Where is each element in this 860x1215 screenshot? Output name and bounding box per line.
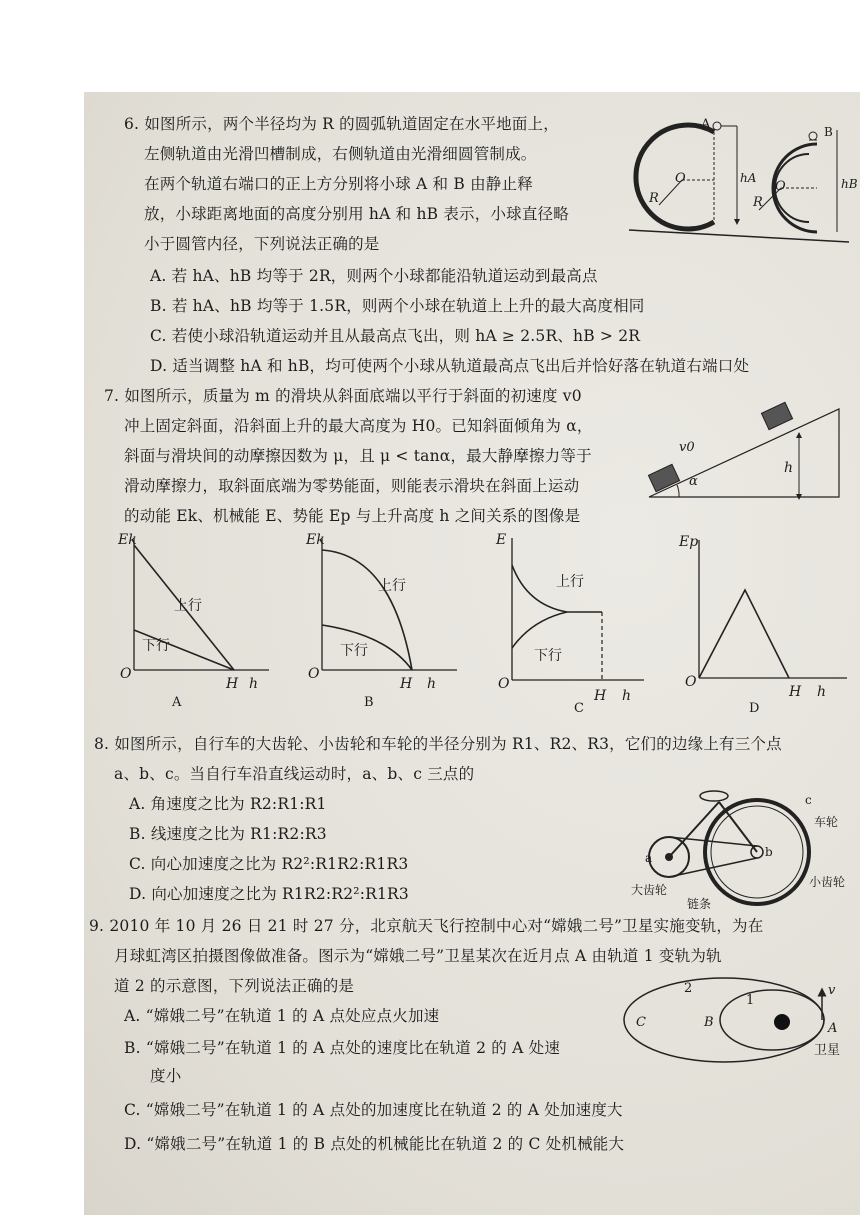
q7-line-4: 滑动摩擦力，取斜面底端为零势能面，则能表示滑块在斜面上运动 (124, 477, 580, 495)
q7-d-h: h (817, 684, 827, 700)
q7-graph-c (482, 530, 652, 715)
q9-line-3: 道 2 的示意图，下列说法正确的是 (114, 977, 355, 995)
q7-c-letter: C (574, 701, 584, 716)
q7-a-letter: A (172, 695, 182, 710)
q7-graph-d (669, 530, 854, 715)
q7-graph-a (114, 530, 284, 710)
q6-line-1: 6. 如图所示，两个半径均为 R 的圆弧轨道固定在水平地面上， (124, 115, 559, 133)
q9-option-b: B. “嫦娥二号”在轨道 1 的 A 点处的速度比在轨道 2 的 A 处速 (124, 1039, 561, 1057)
q9-label-satellite: 卫星 (814, 1043, 841, 1058)
q6-option-a: A. 若 hA、hB 均等于 2R，则两个小球都能沿轨道运动到最高点 (150, 267, 598, 285)
q9-orbit-figure (614, 972, 859, 1072)
q7-c-ylabel: E (496, 532, 507, 548)
q8-line-2: a、b、c。当自行车沿直线运动时，a、b、c 三点的 (114, 765, 475, 783)
q9-line-1: 9. 2010 年 10 月 26 日 21 时 27 分，北京航天飞行控制中心对“嫦娥二号”卫星实施变轨，为在 (89, 917, 764, 935)
q7-incline-figure (639, 397, 859, 507)
q7-line-3: 斜面与滑块间的动摩擦因数为 μ，且 μ < tanα，最大静摩擦力等于 (124, 447, 592, 465)
q7-b-H: H (400, 676, 413, 692)
q8-option-c: C. 向心加速度之比为 R2²:R1R2:R1R3 (129, 855, 409, 873)
exam-page (84, 92, 860, 1215)
q6-line-3: 在两个轨道右端口的正上方分别将小球 A 和 B 由静止释 (144, 175, 533, 193)
q7-h-label: h (784, 460, 794, 476)
q6-line-5: 小于圆管内径，下列说法正确的是 (144, 235, 380, 253)
q8-label-small-gear: 小齿轮 (809, 875, 846, 889)
q9-label-a: A (828, 1021, 838, 1036)
q7-a-down: 下行 (142, 638, 170, 654)
q7-line-5: 的动能 Ek、机械能 E、势能 Ep 与上升高度 h 之间关系的图像是 (124, 507, 581, 525)
q7-c-origin: O (498, 676, 510, 692)
q7-c-down: 下行 (534, 648, 562, 664)
q6-label-a: A (701, 117, 711, 132)
q7-a-H: H (226, 676, 239, 692)
q6-option-d: D. 适当调整 hA 和 hB，均可使两个小球从轨道最高点飞出后并恰好落在轨道右端口处 (150, 357, 750, 375)
q7-alpha-label: α (689, 474, 698, 489)
q7-line-1: 7. 如图所示，质量为 m 的滑块从斜面底端以平行于斜面的初速度 v0 (104, 387, 582, 405)
q9-label-c: C (636, 1015, 646, 1030)
q9-line-2: 月球虹湾区拍摄图像做准备。图示为“嫦娥二号”卫星某次在近月点 A 由轨道 1 变轨为轨 (114, 947, 722, 965)
q8-option-a: A. 角速度之比为 R2:R1:R1 (129, 795, 327, 813)
q7-a-origin: O (120, 666, 132, 682)
q9-option-d: D. “嫦娥二号”在轨道 1 的 B 点处的机械能比在轨道 2 的 C 处机械能大 (124, 1135, 625, 1153)
q6-option-c: C. 若使小球沿轨道运动并且从最高点飞出，则 hA ≥ 2.5R、hB > 2R (150, 327, 641, 345)
q7-c-h: h (622, 688, 632, 704)
q9-label-b: B (704, 1015, 714, 1030)
q7-b-h: h (427, 676, 437, 692)
q6-label-r2: R (753, 195, 763, 210)
q7-a-ylabel: Ek (118, 532, 137, 548)
q7-d-letter: D (749, 701, 760, 716)
q6-label-o1: O (675, 171, 686, 186)
q9-option-c: C. “嫦娥二号”在轨道 1 的 A 点处的加速度比在轨道 2 的 A 处加速度大 (124, 1101, 623, 1119)
q6-label-hb: hB (841, 177, 858, 191)
q7-c-up: 上行 (556, 574, 584, 590)
q7-a-up: 上行 (174, 598, 202, 614)
q9-option-a: A. “嫦娥二号”在轨道 1 的 A 点处应点火加速 (124, 1007, 440, 1025)
q8-bicycle-figure (609, 782, 859, 912)
q7-b-origin: O (308, 666, 320, 682)
q7-v0-label: v0 (679, 440, 695, 455)
q7-graph-b (292, 530, 462, 710)
q7-d-H: H (789, 684, 802, 700)
q6-label-r1: R (649, 191, 659, 206)
q9-label-orbit2: 2 (684, 981, 693, 996)
q8-option-d: D. 向心加速度之比为 R1R2:R2²:R1R3 (129, 885, 409, 903)
q7-line-2: 冲上固定斜面，沿斜面上升的最大高度为 H0。已知斜面倾角为 α， (124, 417, 593, 435)
q7-b-ylabel: Ek (306, 532, 325, 548)
q8-label-b: b (765, 845, 773, 859)
q7-b-up: 上行 (378, 578, 406, 594)
q7-d-origin: O (685, 674, 697, 690)
q7-c-H: H (594, 688, 607, 704)
q6-label-ha: hA (740, 171, 757, 185)
q8-label-big-gear: 大齿轮 (631, 883, 668, 897)
q8-label-chain: 链条 (687, 897, 712, 911)
q6-label-o2: O (775, 179, 786, 194)
q8-label-a: a (645, 851, 653, 865)
q6-label-b: B (824, 125, 833, 139)
q6-line-4: 放，小球距离地面的高度分别用 hA 和 hB 表示，小球直径略 (144, 205, 569, 223)
q8-label-wheel: 车轮 (814, 815, 839, 829)
q7-b-letter: B (364, 695, 374, 710)
q7-d-ylabel: Ep (679, 534, 699, 550)
q9-label-v: v (828, 983, 836, 998)
q9-option-b-cont: 度小 (150, 1067, 182, 1085)
q8-option-b: B. 线速度之比为 R1:R2:R3 (129, 825, 327, 843)
q9-label-orbit1: 1 (746, 993, 755, 1008)
q8-line-1: 8. 如图所示，自行车的大齿轮、小齿轮和车轮的半径分别为 R1、R2、R3，它们的边缘上有三个点 (94, 735, 782, 753)
q6-track-figure (619, 110, 859, 250)
q6-line-2: 左侧轨道由光滑凹槽制成，右侧轨道由光滑细圆管制成。 (144, 145, 537, 163)
q7-b-down: 下行 (340, 643, 368, 659)
q6-option-b: B. 若 hA、hB 均等于 1.5R，则两个小球在轨道上上升的最大高度相同 (150, 297, 645, 315)
q8-label-c: c (805, 793, 812, 807)
q7-a-h: h (249, 676, 259, 692)
